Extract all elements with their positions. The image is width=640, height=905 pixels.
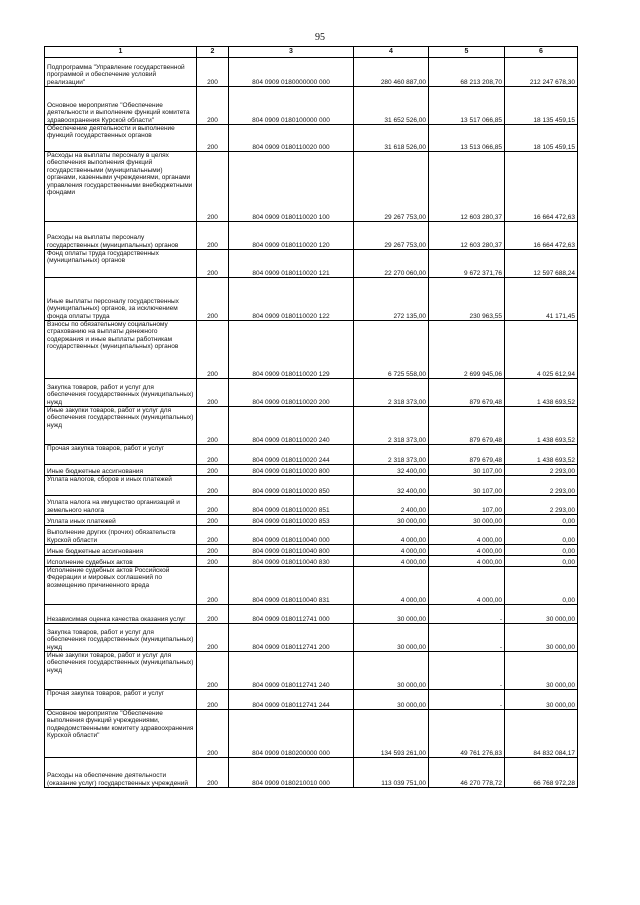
row-admin-code: 200 [197,526,229,545]
row-name [45,152,197,222]
row-executed: 4 000,00 [429,526,505,545]
header-cell: 4 [354,47,429,58]
row-name: Исполнение судебных актов [45,556,197,567]
row-admin-code: 200 [197,690,229,710]
row-budget-code: 804 0909 0180110020 853 [229,515,354,526]
row-executed: 12 603 280,37 [429,222,505,250]
row-executed: 230 963,55 [429,278,505,321]
row-budget-code: 804 0909 0180110020 851 [229,496,354,515]
row-budget-code: 804 0909 0180110040 831 [229,567,354,605]
row-budget-code: 804 0909 0180110020 129 [229,321,354,379]
row-admin-code: 200 [197,407,229,445]
row-admin-code: 200 [197,125,229,152]
row-name: Уплата налога на имущество организаций и земельного налога [45,496,197,515]
row-budget-code: 804 0909 0180112741 000 [229,605,354,624]
row-admin-code: 200 [197,250,229,278]
header-cell: 6 [505,47,578,58]
table-row [45,758,578,788]
row-name: Иные бюджетные ассигнования [45,545,197,556]
row-budget-code: 804 0909 0180000000 000 [229,58,354,87]
row-approved: 29 267 753,00 [354,152,429,222]
row-name: Подпрограмма "Управление государственной программой и обеспечение условий реализации" [45,58,197,87]
row-budget-code: 804 0909 0180110020 240 [229,407,354,445]
table-row [45,250,578,278]
row-executed: 30 107,00 [429,476,505,496]
row-name [45,476,197,496]
row-admin-code: 200 [197,567,229,605]
row-remainder: 30 000,00 [505,652,578,690]
table-row [45,652,578,690]
budget-execution-table [44,46,578,788]
row-executed: 30 000,00 [429,515,505,526]
row-remainder: 0,00 [505,515,578,526]
row-approved: 22 270 060,00 [354,250,429,278]
table-row [45,567,578,605]
row-admin-code: 200 [197,545,229,556]
row-remainder: 0,00 [505,567,578,605]
row-remainder: 84 832 084,17 [505,710,578,758]
row-name [45,321,197,379]
row-remainder: 18 135 459,15 [505,87,578,125]
row-executed: 2 699 945,06 [429,321,505,379]
row-remainder: 18 105 459,15 [505,125,578,152]
row-approved: 134 593 261,00 [354,710,429,758]
row-approved: 31 652 526,00 [354,87,429,125]
table-row [45,476,578,496]
row-executed: 12 603 280,37 [429,152,505,222]
row-approved: 30 000,00 [354,652,429,690]
row-executed: 13 517 066,85 [429,87,505,125]
row-approved: 32 400,00 [354,476,429,496]
row-executed: 49 761 276,83 [429,710,505,758]
row-admin-code: 200 [197,222,229,250]
row-approved: 4 000,00 [354,545,429,556]
row-name-text: Прочая закупка товаров, работ и услуг [47,445,165,452]
row-approved: 6 725 558,00 [354,321,429,379]
row-name-text: Основное мероприятие "Обеспечение выполнения функций учреждениями, подведомственными комитету здравоохранения Курской области" [47,710,194,740]
row-admin-code: 200 [197,58,229,87]
row-name: Закупка товаров, работ и услуг для обеспечения государственных (муниципальных) нужд [45,379,197,407]
row-budget-code: 804 0909 0180210010 000 [229,758,354,788]
row-executed: 13 513 066,85 [429,125,505,152]
table-row [45,515,578,526]
row-approved: 30 000,00 [354,605,429,624]
row-remainder: 30 000,00 [505,690,578,710]
row-approved: 2 318 373,00 [354,407,429,445]
header-cell: 5 [429,47,505,58]
row-budget-code: 804 0909 0180200000 000 [229,710,354,758]
table-row [45,222,578,250]
row-executed: 107,00 [429,496,505,515]
page-number: 95 [315,32,325,43]
row-remainder: 0,00 [505,556,578,567]
row-remainder: 16 664 472,63 [505,152,578,222]
row-name [45,652,197,690]
row-executed: 68 213 208,70 [429,58,505,87]
row-remainder: 1 438 693,52 [505,407,578,445]
row-admin-code: 200 [197,152,229,222]
row-admin-code: 200 [197,379,229,407]
row-admin-code: 200 [197,624,229,652]
row-approved: 31 618 526,00 [354,125,429,152]
row-approved: 280 460 887,00 [354,58,429,87]
row-budget-code: 804 0909 0180110020 122 [229,278,354,321]
row-budget-code: 804 0909 0180110020 200 [229,379,354,407]
row-budget-code: 804 0909 0180110020 121 [229,250,354,278]
row-remainder: 1 438 693,52 [505,445,578,465]
row-budget-code: 804 0909 0180112741 200 [229,624,354,652]
row-name [45,690,197,710]
row-name-text: Обеспечение деятельности и выполнение функций государственных органов [47,125,175,140]
row-admin-code: 200 [197,652,229,690]
row-name: Закупка товаров, работ и услуг для обеспечения государственных (муниципальных) нужд [45,624,197,652]
table-row [45,445,578,465]
row-approved: 4 000,00 [354,556,429,567]
table-row [45,624,578,652]
row-name: Уплата иных платежей [45,515,197,526]
row-budget-code: 804 0909 0180110020 850 [229,476,354,496]
row-budget-code: 804 0909 0180110020 244 [229,445,354,465]
row-budget-code: 804 0909 0180110040 000 [229,526,354,545]
row-name-text: Иные закупки товаров, работ и услуг для обеспечения государственных (муниципальных) нужд [47,652,194,674]
row-remainder: 2 293,00 [505,465,578,476]
row-approved: 29 267 753,00 [354,222,429,250]
table-row [45,690,578,710]
row-executed: 879 679,48 [429,379,505,407]
row-executed: - [429,605,505,624]
row-approved: 30 000,00 [354,624,429,652]
header-cell: 3 [229,47,354,58]
row-approved: 2 400,00 [354,496,429,515]
row-approved: 272 135,00 [354,278,429,321]
row-remainder: 0,00 [505,526,578,545]
table-row [45,710,578,758]
table-row [45,58,578,87]
row-approved: 113 039 751,00 [354,758,429,788]
row-name-text: Взносы по обязательному социальному страхованию на выплаты денежного содержания и иные выплаты работникам государственных (муниципальных) органов [47,321,179,351]
row-name-text: Иные закупки товаров, работ и услуг для обеспечения государственных (муниципальных) нужд [47,407,194,429]
row-remainder: 2 293,00 [505,476,578,496]
row-name-text: Фонд оплаты труда государственных (муниципальных) органов [47,250,159,265]
table-row [45,407,578,445]
row-remainder: 4 025 612,94 [505,321,578,379]
row-executed: 879 679,48 [429,407,505,445]
table-row [45,152,578,222]
row-remainder: 16 664 472,63 [505,222,578,250]
row-budget-code: 804 0909 0180110020 800 [229,465,354,476]
table-row [45,321,578,379]
row-budget-code: 804 0909 0180110040 800 [229,545,354,556]
row-budget-code: 804 0909 0180112741 244 [229,690,354,710]
table-row [45,465,578,476]
row-admin-code: 200 [197,465,229,476]
table-row [45,496,578,515]
row-name [45,250,197,278]
row-remainder: 212 247 678,30 [505,58,578,87]
row-name-text: Уплата налогов, сборов и иных платежей [47,476,172,483]
row-executed: 46 270 778,72 [429,758,505,788]
row-remainder: 66 768 972,28 [505,758,578,788]
row-approved: 4 000,00 [354,526,429,545]
row-budget-code: 804 0909 0180100000 000 [229,87,354,125]
row-name: Основное мероприятие "Обеспечение деятельности и выполнение функций комитета здравоохранения Курской области" [45,87,197,125]
row-executed: 879 679,48 [429,445,505,465]
row-name [45,125,197,152]
row-name: Иные бюджетные ассигнования [45,465,197,476]
row-executed: 4 000,00 [429,567,505,605]
row-remainder: 30 000,00 [505,624,578,652]
row-admin-code: 200 [197,710,229,758]
row-name-text: Прочая закупка товаров, работ и услуг [47,690,165,697]
row-approved: 2 318 373,00 [354,379,429,407]
row-executed: 30 107,00 [429,465,505,476]
row-admin-code: 200 [197,496,229,515]
row-approved: 4 000,00 [354,567,429,605]
row-budget-code: 804 0909 0180110020 000 [229,125,354,152]
row-budget-code: 804 0909 0180110020 100 [229,152,354,222]
row-name: Расходы на обеспечение деятельности (оказание услуг) государственных учреждений [45,758,197,788]
row-admin-code: 200 [197,445,229,465]
row-remainder: 1 438 693,52 [505,379,578,407]
row-name-text: Расходы на выплаты персоналу в целях обеспечения выполнения функций государственными (муниципальными) органами, казенными учреждениями, органами управления государственными внебюджетными фондами [47,152,193,197]
row-remainder: 30 000,00 [505,605,578,624]
row-name [45,710,197,758]
row-remainder: 41 171,45 [505,278,578,321]
table-row [45,278,578,321]
row-executed: 9 672 371,76 [429,250,505,278]
table-row [45,605,578,624]
row-executed: - [429,624,505,652]
table-row [45,526,578,545]
row-name [45,407,197,445]
table-row [45,556,578,567]
row-approved: 32 400,00 [354,465,429,476]
row-executed: - [429,690,505,710]
table-row [45,379,578,407]
row-name: Выполнение других (прочих) обязательств Курской области [45,526,197,545]
table-row [45,125,578,152]
row-name: Иные выплаты персоналу государственных (муниципальных) органов, за исключением фонда оплаты труда [45,278,197,321]
row-remainder: 12 597 688,24 [505,250,578,278]
row-remainder: 0,00 [505,545,578,556]
row-name [45,445,197,465]
row-admin-code: 200 [197,321,229,379]
header-cell: 2 [197,47,229,58]
table-header-row [45,47,578,58]
row-approved: 30 000,00 [354,515,429,526]
row-budget-code: 804 0909 0180110040 830 [229,556,354,567]
row-name: Независимая оценка качества оказания услуг [45,605,197,624]
row-name: Расходы на выплаты персоналу государственных (муниципальных) органов [45,222,197,250]
table-row [45,545,578,556]
header-cell: 1 [45,47,197,58]
row-admin-code: 200 [197,476,229,496]
row-approved: 30 000,00 [354,690,429,710]
row-executed: 4 000,00 [429,556,505,567]
row-admin-code: 200 [197,515,229,526]
table-row [45,87,578,125]
row-budget-code: 804 0909 0180112741 240 [229,652,354,690]
row-budget-code: 804 0909 0180110020 120 [229,222,354,250]
row-admin-code: 200 [197,87,229,125]
row-admin-code: 200 [197,556,229,567]
row-name-text: Исполнение судебных актов Российской Федерации и мировых соглашений по возмещению причиненного вреда [47,567,170,589]
row-executed: - [429,652,505,690]
row-approved: 2 318 373,00 [354,445,429,465]
row-executed: 4 000,00 [429,545,505,556]
row-remainder: 2 293,00 [505,496,578,515]
row-admin-code: 200 [197,278,229,321]
row-name [45,567,197,605]
row-admin-code: 200 [197,758,229,788]
row-admin-code: 200 [197,605,229,624]
